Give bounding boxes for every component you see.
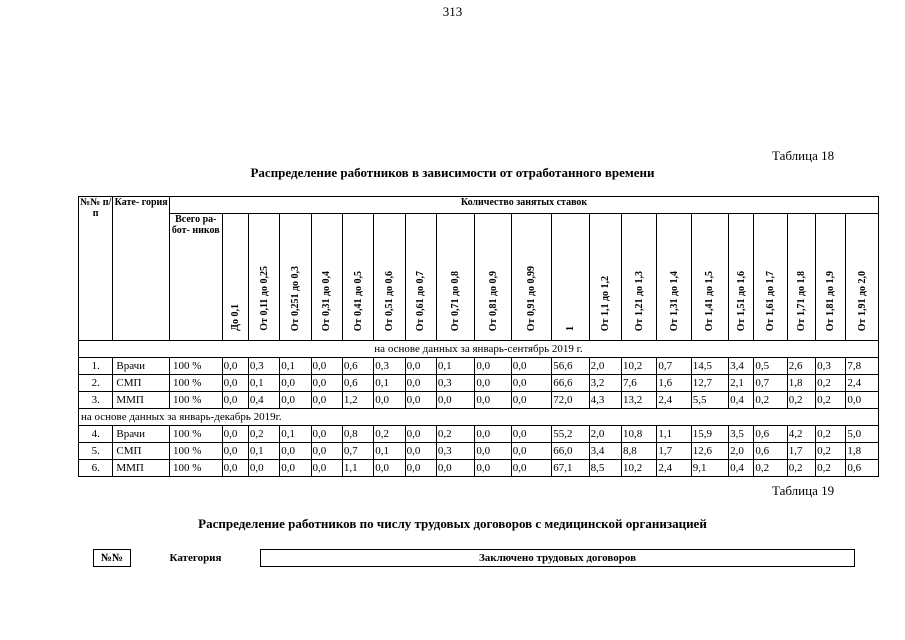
- row-value: 0,4: [729, 392, 754, 409]
- row-value: 4,3: [589, 392, 621, 409]
- row-value: 1,2: [342, 392, 373, 409]
- row-value: 0,0: [511, 375, 551, 392]
- row-value: 0,0: [405, 375, 436, 392]
- row-value: 0,0: [511, 392, 551, 409]
- header-range-label: От 0,41 до 0,5: [352, 270, 364, 331]
- row-value: 3,4: [729, 358, 754, 375]
- header-range-label: От 0,81 до 0,9: [487, 270, 499, 331]
- row-value: 0,0: [405, 443, 436, 460]
- row-value: 55,2: [552, 426, 589, 443]
- row-value: 67,1: [552, 460, 589, 477]
- table-18-title: Распределение работников в зависимости от отработанного времени: [250, 165, 655, 180]
- table-19-title: Распределение работников по числу трудовых договоров с медицинской организацией: [198, 516, 707, 531]
- row-value: 0,0: [475, 358, 511, 375]
- row-total: 100 %: [170, 443, 223, 460]
- header-range: [222, 214, 248, 341]
- row-total: 100 %: [170, 392, 223, 409]
- table-row: [79, 426, 879, 443]
- section-row: [79, 409, 879, 426]
- section-label: на основе данных за январь-сентябрь 2019 г.: [79, 341, 879, 358]
- header-range: [691, 214, 728, 341]
- header-range: [552, 214, 589, 341]
- table-19: [93, 549, 855, 567]
- row-num: 3.: [79, 392, 113, 409]
- page-number: 313: [442, 4, 463, 19]
- table-18-label: Таблица 18: [772, 148, 835, 163]
- header-range-label: От 0,251 до 0,3: [289, 265, 301, 331]
- table-18: [78, 196, 879, 477]
- row-value: 12,7: [691, 375, 728, 392]
- row-category: Врачи: [113, 358, 170, 375]
- row-value: 0,0: [280, 460, 311, 477]
- row-value: 66,0: [552, 443, 589, 460]
- row-value: 0,3: [374, 358, 405, 375]
- header-range-label: От 1,81 до 1,9: [825, 270, 837, 331]
- row-value: 0,6: [342, 375, 373, 392]
- header-range-label: От 0,61 до 0,7: [415, 270, 427, 331]
- row-value: 3,4: [589, 443, 621, 460]
- header-range: [248, 214, 279, 341]
- row-value: 0,0: [311, 443, 342, 460]
- row-value: 0,0: [222, 358, 248, 375]
- row-value: 0,7: [754, 375, 787, 392]
- header-range: [405, 214, 436, 341]
- row-value: 72,0: [552, 392, 589, 409]
- header-range-label: От 0,91 до 0,99: [525, 265, 537, 331]
- row-value: 0,0: [846, 392, 879, 409]
- row-value: 0,0: [405, 426, 436, 443]
- row-total: 100 %: [170, 426, 223, 443]
- row-category: ММП: [113, 392, 170, 409]
- header-range: [846, 214, 879, 341]
- row-value: 0,2: [816, 426, 846, 443]
- table-row: [79, 375, 879, 392]
- row-value: 0,6: [754, 443, 787, 460]
- row-value: 0,0: [311, 460, 342, 477]
- row-value: 0,0: [280, 375, 311, 392]
- row-value: 3,5: [729, 426, 754, 443]
- row-value: 15,9: [691, 426, 728, 443]
- row-value: 2,4: [657, 460, 691, 477]
- row-value: 0,0: [405, 392, 436, 409]
- row-value: 0,0: [436, 392, 474, 409]
- row-value: 0,2: [816, 443, 846, 460]
- row-value: 8,8: [621, 443, 656, 460]
- row-total: 100 %: [170, 375, 223, 392]
- row-value: 0,1: [374, 443, 405, 460]
- row-value: 0,1: [280, 426, 311, 443]
- row-category: ММП: [113, 460, 170, 477]
- row-value: 2,4: [846, 375, 879, 392]
- row-value: 0,2: [816, 375, 846, 392]
- row-category: СМП: [113, 375, 170, 392]
- row-value: 1,8: [787, 375, 815, 392]
- row-value: 66,6: [552, 375, 589, 392]
- header-range-label: От 1,41 до 1,5: [704, 270, 716, 331]
- row-value: 0,0: [511, 426, 551, 443]
- row-value: 0,1: [436, 358, 474, 375]
- row-value: 0,0: [222, 443, 248, 460]
- row-value: 0,0: [475, 392, 511, 409]
- row-num: 1.: [79, 358, 113, 375]
- header-range: [311, 214, 342, 341]
- row-value: 1,7: [787, 443, 815, 460]
- row-value: 0,2: [816, 460, 846, 477]
- row-value: 0,0: [475, 375, 511, 392]
- row-value: 0,0: [475, 460, 511, 477]
- table-19-label: Таблица 19: [772, 483, 835, 498]
- row-value: 0,2: [816, 392, 846, 409]
- row-value: 56,6: [552, 358, 589, 375]
- row-value: 0,2: [787, 460, 815, 477]
- header-range: [657, 214, 691, 341]
- row-value: 0,0: [222, 392, 248, 409]
- row-value: 2,0: [729, 443, 754, 460]
- row-value: 0,2: [787, 392, 815, 409]
- row-value: 0,3: [436, 443, 474, 460]
- row-value: 10,8: [621, 426, 656, 443]
- row-num: 5.: [79, 443, 113, 460]
- row-value: 2,1: [729, 375, 754, 392]
- header-range: [621, 214, 656, 341]
- row-value: 0,2: [754, 460, 787, 477]
- row-value: 0,0: [280, 392, 311, 409]
- t19-header-contracts: Заключено трудовых договоров: [261, 550, 855, 567]
- row-value: 0,0: [511, 460, 551, 477]
- header-range-label: От 1,1 до 1,2: [599, 275, 611, 331]
- row-value: 13,2: [621, 392, 656, 409]
- row-value: 10,2: [621, 460, 656, 477]
- row-value: 0,0: [436, 460, 474, 477]
- row-total: 100 %: [170, 460, 223, 477]
- row-value: 0,0: [222, 426, 248, 443]
- row-value: 5,0: [846, 426, 879, 443]
- row-value: 0,1: [374, 375, 405, 392]
- header-range-label: От 1,61 до 1,7: [765, 270, 777, 331]
- header-range: [729, 214, 754, 341]
- row-value: 0,0: [311, 392, 342, 409]
- header-range-label: От 1,91 до 2,0: [856, 270, 868, 331]
- row-value: 14,5: [691, 358, 728, 375]
- row-value: 0,6: [846, 460, 879, 477]
- header-range-label: От 1,71 до 1,8: [795, 270, 807, 331]
- header-range-label: От 0,31 до 0,4: [321, 270, 333, 331]
- row-value: 0,2: [374, 426, 405, 443]
- row-value: 7,8: [846, 358, 879, 375]
- header-category: Кате- гория: [113, 197, 170, 341]
- header-range: [280, 214, 311, 341]
- header-range-label: От 0,71 до 0,8: [450, 270, 462, 331]
- row-value: 12,6: [691, 443, 728, 460]
- row-value: 0,2: [754, 392, 787, 409]
- row-value: 2,6: [787, 358, 815, 375]
- header-range: [787, 214, 815, 341]
- row-value: 0,0: [311, 358, 342, 375]
- row-value: 0,0: [311, 426, 342, 443]
- row-value: 1,1: [342, 460, 373, 477]
- row-value: 8,5: [589, 460, 621, 477]
- row-value: 0,0: [374, 460, 405, 477]
- row-value: 0,0: [511, 358, 551, 375]
- row-value: 7,6: [621, 375, 656, 392]
- row-value: 2,4: [657, 392, 691, 409]
- row-value: 0,2: [248, 426, 279, 443]
- row-category: СМП: [113, 443, 170, 460]
- row-value: 0,0: [475, 426, 511, 443]
- table-row: [79, 392, 879, 409]
- row-value: 1,7: [657, 443, 691, 460]
- header-num: №№ п/п: [79, 197, 113, 341]
- section-row: [79, 341, 879, 358]
- row-value: 0,0: [475, 443, 511, 460]
- header-range-label: От 1,21 до 1,3: [633, 270, 645, 331]
- row-value: 5,5: [691, 392, 728, 409]
- row-value: 0,0: [511, 443, 551, 460]
- row-value: 1,6: [657, 375, 691, 392]
- table-row: [79, 460, 879, 477]
- row-value: 3,2: [589, 375, 621, 392]
- header-range-label: От 1,51 до 1,6: [735, 270, 747, 331]
- header-range-label: От 0,11 до 0,25: [258, 266, 270, 331]
- row-num: 6.: [79, 460, 113, 477]
- row-value: 0,1: [280, 358, 311, 375]
- header-range: [475, 214, 511, 341]
- row-value: 0,1: [248, 375, 279, 392]
- header-range: [511, 214, 551, 341]
- row-value: 2,0: [589, 426, 621, 443]
- row-value: 0,6: [754, 426, 787, 443]
- row-value: 0,2: [436, 426, 474, 443]
- section-label: на основе данных за январь-декабрь 2019г.: [79, 409, 879, 426]
- row-value: 0,0: [248, 460, 279, 477]
- header-range: [436, 214, 474, 341]
- row-value: 0,0: [405, 460, 436, 477]
- row-value: 0,3: [436, 375, 474, 392]
- header-range-label: До 0,1: [229, 304, 241, 331]
- row-value: 0,0: [280, 443, 311, 460]
- row-value: 0,4: [729, 460, 754, 477]
- header-range: [589, 214, 621, 341]
- t19-header-num: №№: [94, 550, 131, 567]
- row-value: 0,4: [248, 392, 279, 409]
- row-total: 100 %: [170, 358, 223, 375]
- row-value: 0,5: [754, 358, 787, 375]
- row-value: 4,2: [787, 426, 815, 443]
- row-value: 0,1: [248, 443, 279, 460]
- header-range: [754, 214, 787, 341]
- row-value: 0,0: [311, 375, 342, 392]
- row-value: 2,0: [589, 358, 621, 375]
- row-num: 2.: [79, 375, 113, 392]
- row-value: 0,0: [222, 460, 248, 477]
- header-range-label: 1: [564, 326, 576, 331]
- row-value: 1,8: [846, 443, 879, 460]
- header-range: [816, 214, 846, 341]
- row-num: 4.: [79, 426, 113, 443]
- header-range: [374, 214, 405, 341]
- row-value: 0,8: [342, 426, 373, 443]
- row-category: Врачи: [113, 426, 170, 443]
- row-value: 1,1: [657, 426, 691, 443]
- header-group: Количество занятых ставок: [170, 197, 879, 214]
- t19-header-category: Категория: [131, 550, 261, 567]
- header-range: [342, 214, 373, 341]
- row-value: 0,0: [374, 392, 405, 409]
- row-value: 0,6: [342, 358, 373, 375]
- row-value: 10,2: [621, 358, 656, 375]
- row-value: 9,1: [691, 460, 728, 477]
- header-total: Всего ра- бот- ников: [170, 214, 223, 341]
- row-value: 0,3: [816, 358, 846, 375]
- row-value: 0,0: [222, 375, 248, 392]
- table-row: [79, 358, 879, 375]
- row-value: 0,0: [405, 358, 436, 375]
- row-value: 0,7: [342, 443, 373, 460]
- row-value: 0,3: [248, 358, 279, 375]
- row-value: 0,7: [657, 358, 691, 375]
- header-range-label: От 1,31 до 1,4: [668, 270, 680, 331]
- table-row: [79, 443, 879, 460]
- header-range-label: От 0,51 до 0,6: [383, 270, 395, 331]
